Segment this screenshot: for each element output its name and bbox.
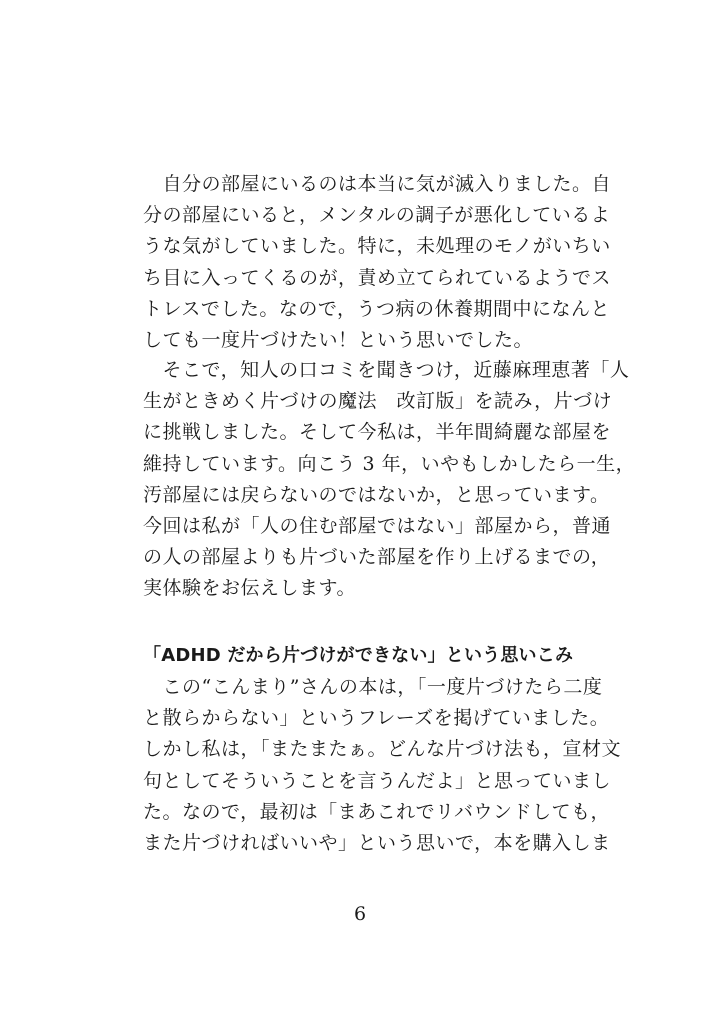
page-number: 6 [353,903,367,925]
paragraph-1 [143,169,612,356]
text-line: うな気がしていました。特に，未処理のモノがいちい [143,235,611,258]
text-line: 分の部屋にいると，メンタルの調子が悪化しているよ [143,204,611,227]
text-line: しても一度片づけたい！という思いでした。 [143,328,534,351]
section-paragraph [143,672,622,859]
text-line: この“こんまり”さんの本は，「一度片づけたら二度 [143,676,603,698]
text-line: た。なので，最初は「まあこれでリバウンドしても， [143,800,611,823]
text-line: 維持しています。向こう 3 年，いやもしかしたら一生， [143,452,636,475]
text-line: ち目に入ってくるのが，責め立てられているようでス [143,266,612,289]
text-line: また片づければいいや」という思いで，本を購入しま [143,831,611,854]
text-line: 今回は私が「人の住む部屋ではない」部屋から，普通 [143,514,612,537]
text-line: に挑戦しました。そして今私は，半年間綺麗な部屋を [143,421,612,444]
text-line: しかし私は，「またまたぁ。どんな片づけ法も，宣材文 [143,738,622,761]
text-line: 生がときめく片づけの魔法 改訂版」を読み，片づけ [143,390,613,413]
text-line: そこで，知人の口コミを聞きつけ，近藤麻理恵著「人 [143,359,630,381]
text-line: 句としてそういうことを言うんだよ」と思っていまし [143,769,612,792]
paragraph-2 [143,355,636,605]
text-line: トレスでした。なので，うつ病の休養期間中になんと [143,297,611,320]
text-line: 実体験をお伝えします。 [143,577,356,600]
text-line: と散らからない」というフレーズを掲げていました。 [143,707,610,730]
section-heading: 「ADHD だから片づけができない」という思いこみ [143,645,574,666]
text-line: 汚部屋には戻らないのではないか，と思っています。 [143,483,610,506]
text-line: 自分の部屋にいるのは本当に気が滅入りました。自 [143,173,612,195]
text-line: の人の部屋よりも片づいた部屋を作り上げるまでの， [143,546,611,569]
